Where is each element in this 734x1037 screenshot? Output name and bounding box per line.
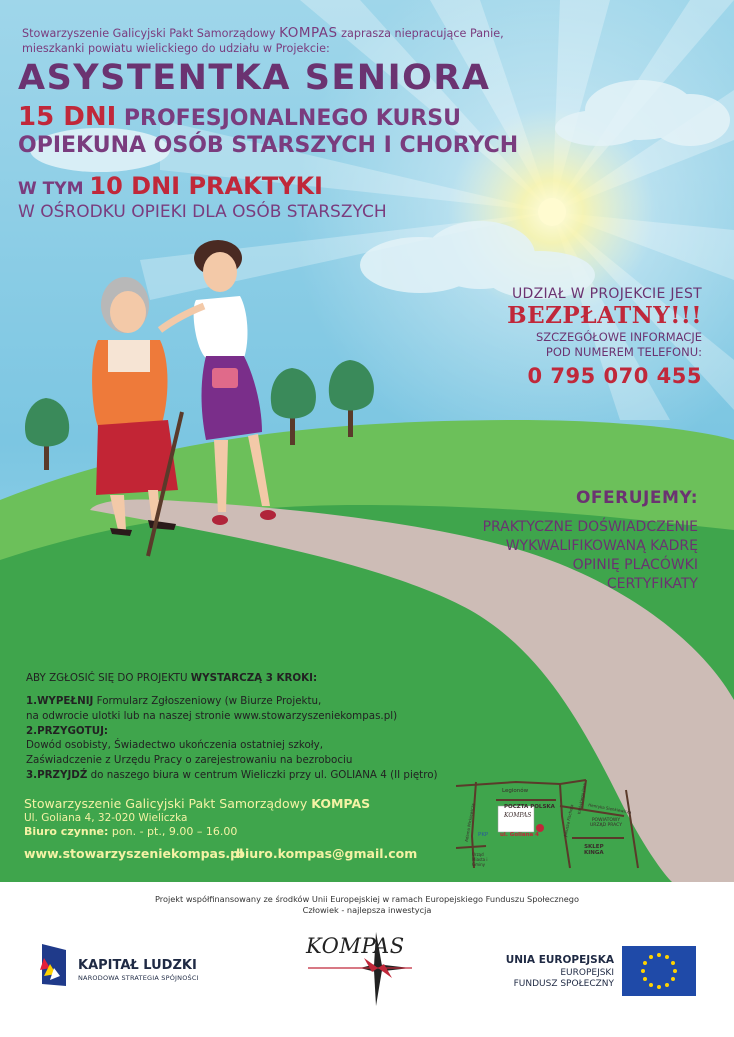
email-link[interactable]: biuro.kompas@gmail.com	[236, 846, 418, 861]
intro-line2: mieszkanki powiatu wielickiego do udziału w Projekcie:	[22, 42, 330, 55]
step-3-verb: 3.PRZYJDŹ	[26, 768, 88, 781]
map-label-fischera: Juliusza Fischera	[562, 803, 575, 838]
cofinancing-line2: Człowiek - najlepsza inwestycja	[302, 905, 432, 915]
step-1-verb: 1.WYPEŁNIJ	[26, 695, 94, 707]
practice-line	[18, 172, 323, 200]
course-days: 15 DNI	[18, 102, 117, 132]
step-2-line2: Zaświadczenie z Urzędu Pracy o zarejestrowaniu na bezrobociu	[26, 754, 353, 767]
org-name-pre: Stowarzyszenie Galicyjski Pakt Samorządowy	[24, 796, 312, 811]
eu-fund-line2: FUNDUSZ SPOŁECZNY	[513, 979, 614, 989]
cofinancing-note	[0, 894, 734, 916]
info-participation: UDZIAŁ W PROJEKCIE JEST	[511, 286, 702, 302]
sun	[538, 198, 566, 226]
map-label-um-3: Gminy	[472, 862, 486, 867]
intro-line1-pre: Stowarzyszenie Galicyjski Pakt Samorządowy	[22, 27, 280, 40]
step-2-line1: Dowód osobisty, Świadectwo ukończenia ostatniej szkoły,	[26, 739, 324, 752]
map-label-poczta: POCZTA POLSKA	[504, 804, 555, 810]
steps-list	[26, 694, 456, 783]
step-3-text: do naszego biura w centrum Wieliczki przy ul. GOLIANA 4 (II piętro)	[87, 768, 438, 781]
eu-fund	[500, 968, 614, 990]
map-label-kompas: KOMPAS	[504, 812, 532, 819]
step-1	[26, 694, 456, 709]
map-label-urzad-1: POWIATOWY	[591, 818, 621, 823]
office-hours	[24, 825, 237, 838]
steps-heading-pre: ABY ZGŁOSIĆ SIĘ DO PROJEKTU	[26, 672, 191, 684]
map-label-urzad-miasta	[472, 852, 488, 867]
map-label-um-2: Miasta i	[472, 857, 488, 862]
map-label-sklep-1: SKLEP	[584, 844, 604, 850]
map-label-um-1: Urząd	[472, 852, 484, 857]
website-link[interactable]: www.stowarzyszeniekompas.pl	[24, 846, 244, 861]
practice-place: W OŚRODKU OPIEKI DLA OSÓB STARSZYCH	[18, 202, 387, 222]
info-details-line2: POD NUMEREM TELEFONU:	[545, 345, 702, 359]
offer-title: OFERUJEMY:	[575, 488, 698, 508]
org-name	[24, 796, 370, 811]
offer-list	[483, 518, 698, 594]
location-map	[456, 776, 640, 872]
map-label-henryka: Henryka Sienkiewicza	[587, 802, 632, 815]
map-label-mickiewicza: Adama Mickiewicza	[463, 802, 476, 843]
kompas-logo	[300, 926, 420, 1010]
map-label-goliana: ul. Goliana 4	[500, 832, 539, 838]
steps-heading-bold: WYSTARCZĄ 3 KROKI:	[190, 672, 318, 684]
step-1-line2: na odwrocie ulotki lub na naszej stronie www.stowarzyszeniekompas.pl)	[26, 709, 398, 722]
cofinancing-line1: Projekt współfinansowany ze środków Unii Europejskiej w ramach Europejskiego Funduszu Społecznego	[154, 894, 580, 904]
course-name: PROFESJONALNEGO KURSU	[116, 106, 461, 131]
practice-incl: W TYM	[18, 179, 90, 199]
offer-item: CERTYFIKATY	[606, 576, 698, 592]
eu-title: UNIA EUROPEJSKA	[505, 954, 614, 966]
offer-item: OPINIĘ PLACÓWKI	[572, 557, 698, 573]
info-free: BEZPŁATNY!!!	[507, 302, 702, 329]
map-label-legionow: Legionów	[502, 788, 529, 794]
map-label-urzad-2: URZĄD PRACY	[590, 823, 622, 828]
intro-text	[22, 26, 582, 56]
eu-flag-icon	[622, 946, 696, 996]
kompas-logo-text: KOMPAS	[306, 934, 405, 958]
phone-number[interactable]: 0 795 070 455	[527, 364, 702, 388]
practice-days: 10 DNI PRAKTYKI	[89, 172, 323, 200]
main-title: ASYSTENTKA SENIORA	[18, 58, 491, 98]
kapital-ludzki-title: KAPITAŁ LUDZKI	[78, 958, 197, 973]
office-hours-value: pon. - pt., 9.00 – 16.00	[108, 825, 238, 838]
map-label-sklep-2: KINGA	[584, 850, 604, 856]
info-details	[536, 330, 702, 360]
course-title-line2: OPIEKUNA OSÓB STARSZYCH I CHORYCH	[18, 133, 519, 158]
map-label-pkp: PKP	[478, 832, 489, 838]
map-label-urzad	[590, 818, 622, 828]
step-3	[26, 768, 456, 783]
org-name-bold: KOMPAS	[311, 796, 371, 811]
step-1-text: Formularz Zgłoszeniowy (w Biurze Projektu,	[93, 695, 322, 707]
office-hours-label: Biuro czynne:	[24, 825, 109, 838]
map-label-kilinskiego: Kilińskiego Jana	[576, 782, 587, 815]
step-2-verb: 2.PRZYGOTUJ:	[26, 724, 109, 737]
eu-fund-line1: EUROPEJSKI	[560, 968, 614, 978]
org-address: Ul. Goliana 4, 32-020 Wieliczka	[24, 812, 188, 824]
info-details-line1: SZCZEGÓŁOWE INFORMACJE	[535, 330, 702, 344]
steps-heading	[26, 672, 317, 684]
offer-item: PRAKTYCZNE DOŚWIADCZENIE	[482, 519, 698, 535]
kapital-ludzki-logo-icon	[36, 940, 76, 990]
intro-brand: KOMPAS	[279, 25, 338, 41]
course-title-line1	[18, 102, 461, 132]
map-label-sklep	[584, 844, 604, 856]
offer-item: WYKWALIFIKOWANĄ KADRĘ	[505, 538, 698, 554]
kapital-ludzki-subtitle: NARODOWA STRATEGIA SPÓJNOŚCI	[78, 974, 199, 982]
step-2	[26, 724, 456, 739]
intro-line1-post: zaprasza niepracujące Panie,	[337, 27, 504, 40]
